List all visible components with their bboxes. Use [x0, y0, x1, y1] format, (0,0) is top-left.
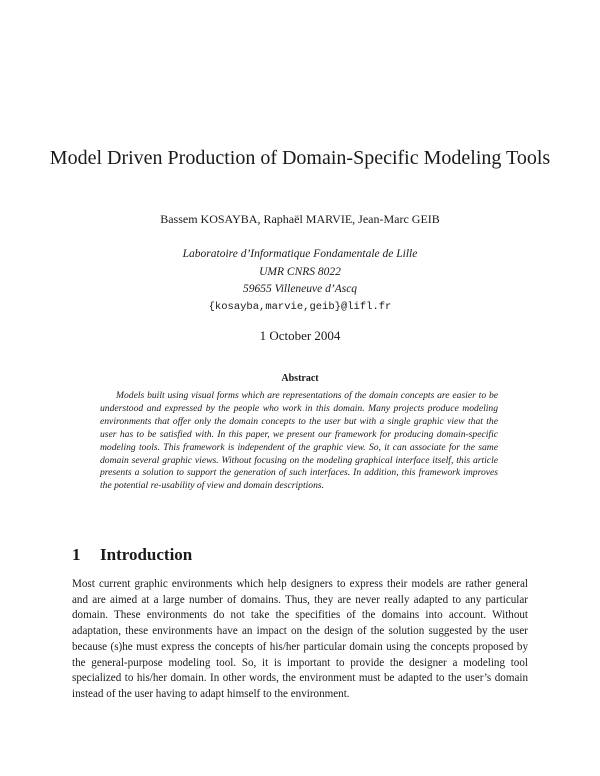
abstract-heading: Abstract: [281, 373, 319, 384]
affiliation-block: [0, 246, 600, 316]
section-number: 1: [72, 545, 81, 564]
author-list: Bassem KOSAYBA, Raphaël MARVIE, Jean-Marc GEIB: [160, 212, 440, 226]
affiliation-lab: Laboratoire d’Informatique Fondamentale de Lille: [182, 248, 418, 260]
affiliation-email: {kosayba,marvie,geib}@lifl.fr: [208, 300, 392, 313]
section-title: Introduction: [100, 545, 193, 564]
abstract-text: Models built using visual forms which are representations of the domain concepts are easier to be understood and expressed by the people who work in this domain. Many projects produce modeling environments that offer only the domain concepts to the user but with a single graphic view that the user has to be satisfied with. In this paper, we present our framework for producing domain-specific modeling tools. This framework is independent of the graphic view. So, it can associate for the same domain several graphic views. Without focusing on the modeling graphical interface itself, this article presents a solution to support the generation of such interfaces. In addition, this framework improves the potential re-usability of view and domain descriptions.: [100, 390, 498, 492]
section-heading: [72, 544, 192, 566]
introduction-paragraph: Most current graphic environments which help designers to express their models are rather general and are aimed at a large number of domains. Thus, they are never really adapted to any particular domain. These environments do not take the specifities of the domains into account. Without adaptation, these environments have an impact on the design of the solution suggested by the user because (s)he must express the concepts of his/her particular domain using the concepts proposed by the general-purpose modeling tool. So, it is important to provide the designer a modeling tool specialized to his/her domain. In other words, the environment must be adapted to the user’s domain instead of the user having to adapt himself to the environment.: [72, 578, 528, 700]
paper-title: Model Driven Production of Domain-Specific Modeling Tools: [49, 147, 551, 169]
affiliation-umr: UMR CNRS 8022: [259, 265, 341, 278]
affiliation-city: 59655 Villeneuve d’Ascq: [242, 283, 358, 295]
paper-date: 1 October 2004: [259, 328, 341, 343]
